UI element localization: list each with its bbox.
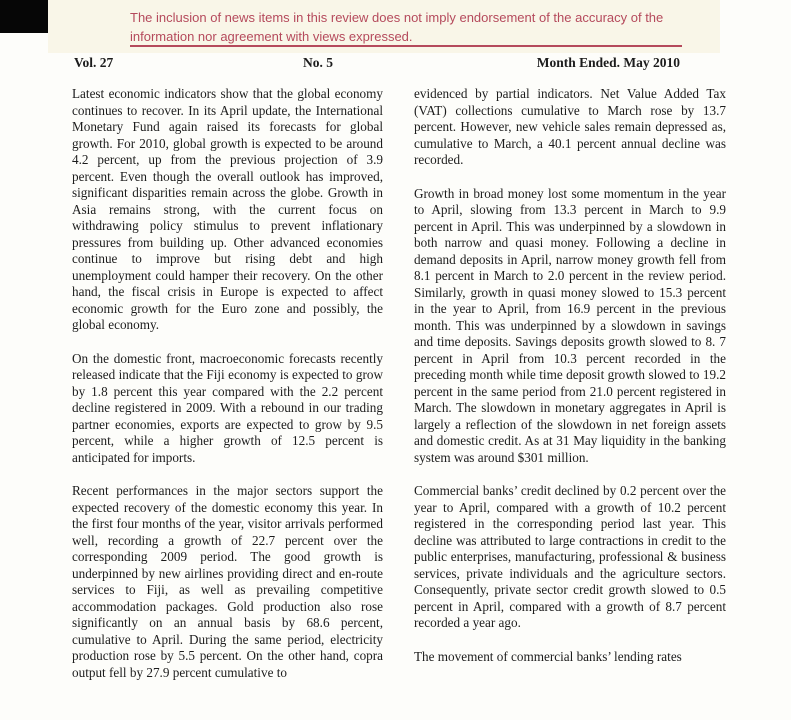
disclaimer-underline — [130, 45, 682, 47]
issue-number-label: No. 5 — [303, 55, 333, 70]
disclaimer-box — [48, 0, 720, 53]
disclaimer-text: The inclusion of news items in this review does not imply endorsement of the accuracy of the information nor agreement with views expressed. — [130, 10, 664, 44]
paragraph-lending-rates: The movement of commercial banks’ lending rates — [414, 648, 682, 664]
paragraph-broad-money: Growth in broad money lost some momentum in the year to April, slowing from 13.3 percent in March to 9.9 percent in April. This was underpinned by a slowdown in both narrow and quasi money. Following a decline in demand deposits in April, narrow money growth fell from 8.1 percent in March to 2.0 percent in the review period. Similarly, growth in quasi money slowed to 15.3 percent in the year to April, from 16.9 percent in the previous month. This was underpinned by a slowdown in savings and time deposits. Savings deposits growth slowed to 8. 7 percent in April from 10.3 percent recorded in the preceding month while time deposit growth slowed to 19.2 percent in the same period from 21.0 percent registered in March. The slowdown in monetary aggregates in April is largely a reflection of the slowdown in net foreign assets and domestic credit. As at 31 May liquidity in the banking system was around $301 million. — [414, 185, 726, 465]
paragraph-domestic-forecast: On the domestic front, macroeconomic forecasts recently released indicate that the Fiji economy is expected to grow by 1.8 percent this year compared with the 2.2 percent decline registered in 2009. With a rebound in our trading partner economies, exports are expected to grow by 9.5 percent, while a higher growth of 12.5 percent is anticipated for imports. — [72, 350, 383, 465]
masthead-row — [0, 55, 791, 73]
volume-label: Vol. 27 — [74, 55, 114, 70]
paragraph-partial-indicators: evidenced by partial indicators. Net Value Added Tax (VAT) collections cumulative to March rose by 13.7 percent. However, new vehicle sales remain depressed as, cumulative to March, a 40.1 percent annual decline was recorded. — [414, 86, 726, 167]
right-column — [414, 86, 726, 720]
left-column — [72, 86, 383, 720]
month-ended-label: Month Ended. May 2010 — [536, 55, 680, 70]
paragraph-sector-performance: Recent performances in the major sectors support the expected recovery of the domestic economy this year. In the first four months of the year, visitor arrivals performed well, recording a growth of 22.7 percent over the corresponding 2009 period. The good growth is underpinned by new airlines providing direct and en-route services to Fiji, as well as prevailing competitive accommodation packages. Gold production also rose significantly on an annual basis by 68.6 percent, cumulative to April. During the same period, electricity production rose by 5.5 percent. On the other hand, copra output fell by 27.9 percent cumulative to — [72, 483, 383, 680]
paragraph-bank-credit: Commercial banks’ credit declined by 0.2 percent over the year to April, compared with a growth of 10.2 percent registered in the corresponding period last year. This decline was attributed to large contractions in credit to the public enterprises, manufacturing, professional & business services, private individuals and the agriculture sectors. Consequently, private sector credit growth slowed to 0.5 percent in April, compared with a growth of 8.7 percent recorded a year ago. — [414, 483, 726, 630]
paragraph-global-economy: Latest economic indicators show that the global economy continues to recover. In its April update, the International Monetary Fund again raised its forecasts for global growth. For 2010, global growth is expected to be around 4.2 percent, up from the previous projection of 3.9 percent. Even though the overall outlook has improved, significant disparities remain across the globe. Growth in Asia remains strong, with the current focus on withdrawing policy stimulus to prevent inflationary pressures from building up. Other advanced economies continue to improve but rising debt and high unemployment could hamper their recovery. On the other hand, the fiscal crisis in Europe is expected to affect economic growth for the Euro zone and possibly, the global economy. — [72, 86, 383, 332]
